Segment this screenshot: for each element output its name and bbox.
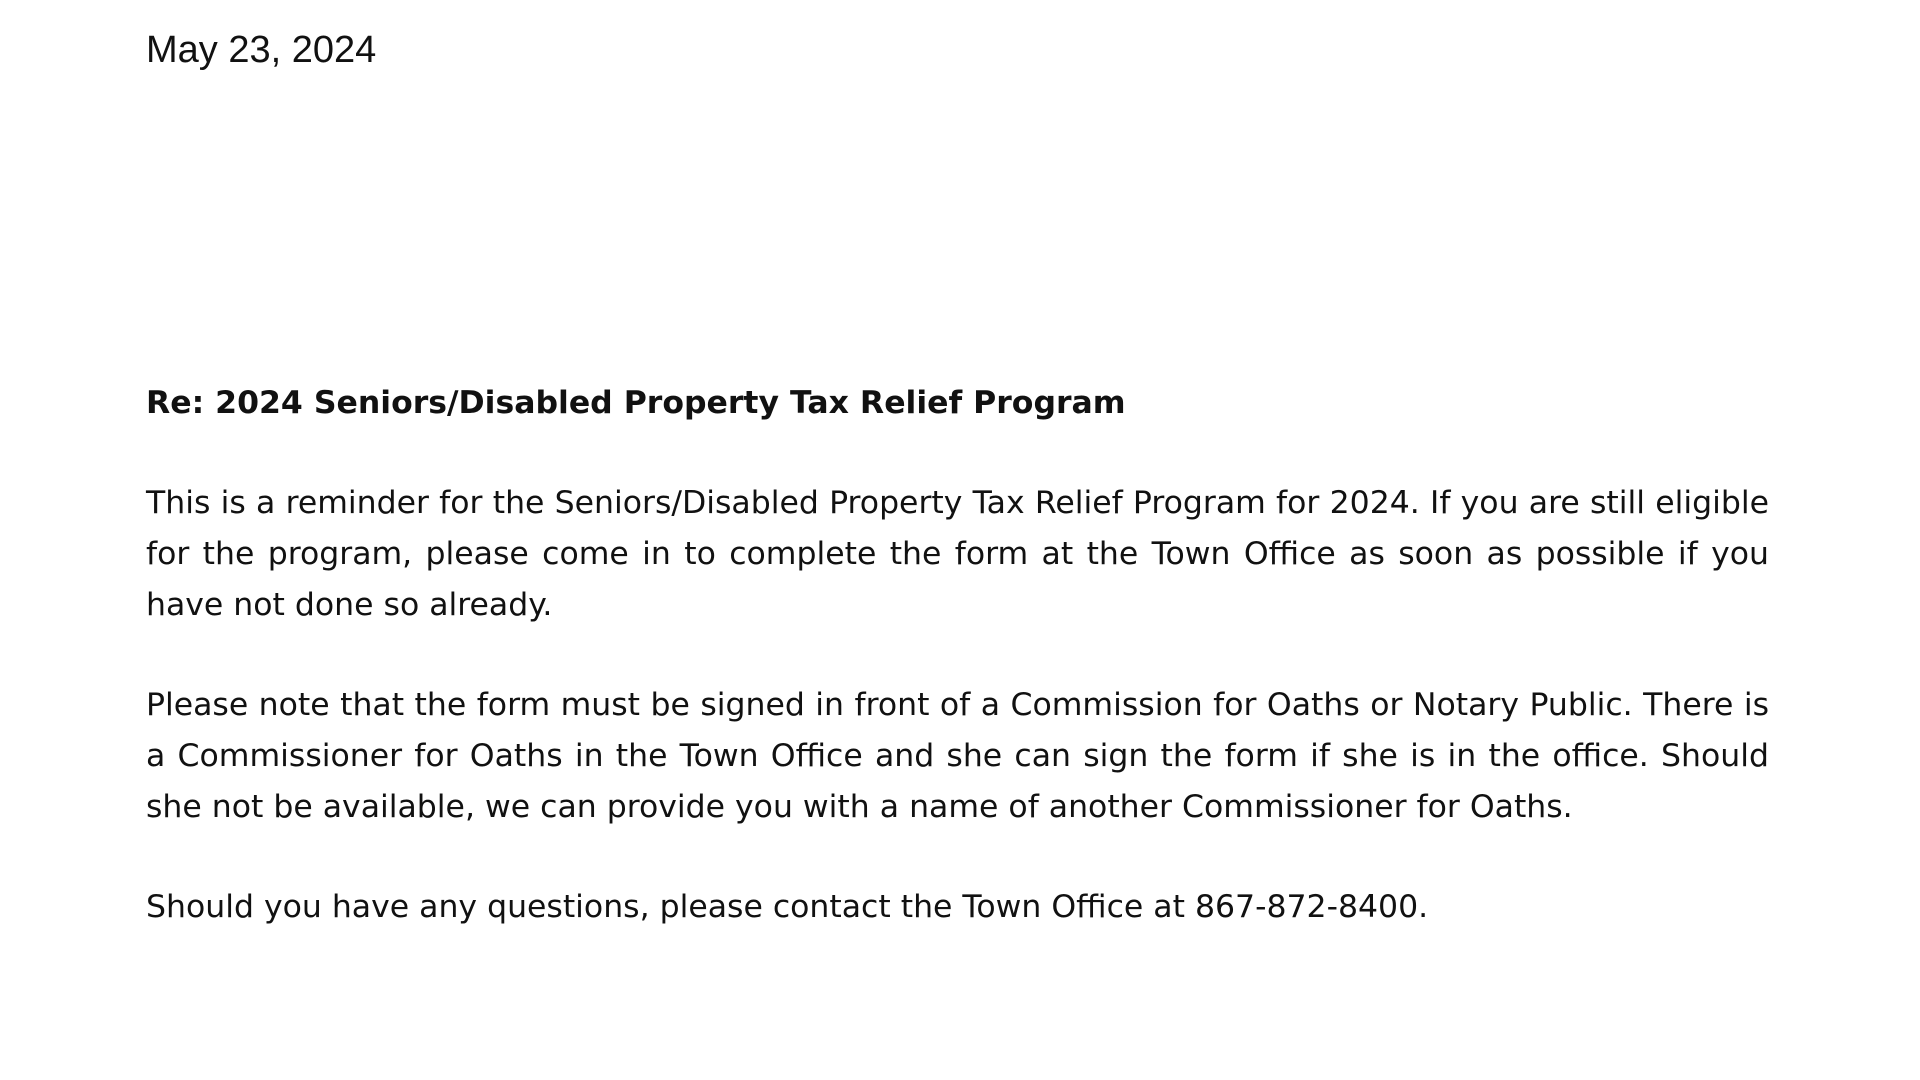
- letter-body: [146, 378, 1769, 933]
- letter-date: May 23, 2024: [146, 29, 377, 71]
- contact-paragraph: Should you have any questions, please contact the Town Office at 867-872-8400.: [146, 889, 1429, 925]
- reminder-paragraph: This is a reminder for the Seniors/Disabled Property Tax Relief Program for 2024. If you are still eligible for the program, please come in to complete the form at the Town Office as soon as possible if you have not done so already.: [146, 485, 1769, 623]
- signing-note-paragraph: Please note that the form must be signed in front of a Commission for Oaths or Notary Public. There is a Commissioner for Oaths in the Town Office and she can sign the form if she is in the office. Should she not be available, we can provide you with a name of another Commissioner for Oaths.: [146, 687, 1769, 825]
- subject-line: Re: 2024 Seniors/Disabled Property Tax Relief Program: [146, 385, 1126, 421]
